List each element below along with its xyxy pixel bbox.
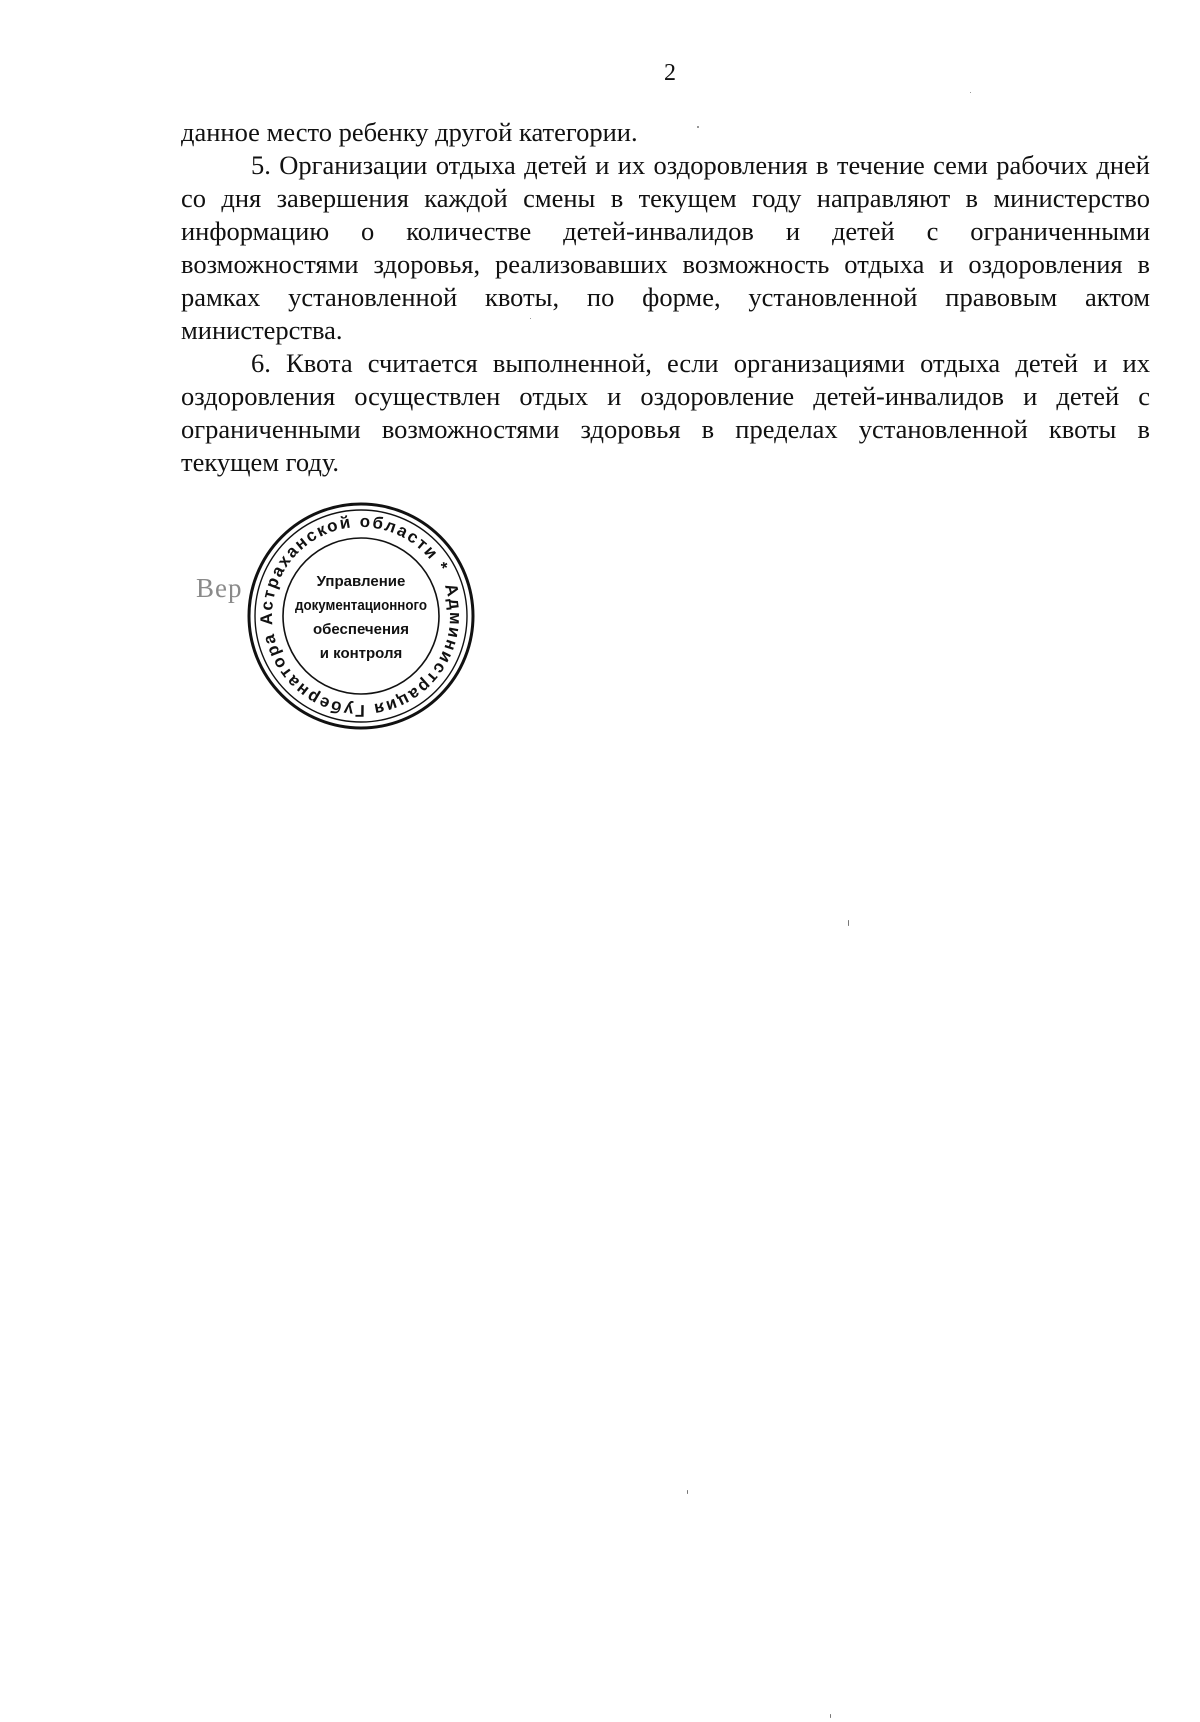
stamp-ring-text	[245, 500, 477, 732]
scan-speck	[848, 920, 849, 926]
paragraph-item-5: 5. Организации отдыха детей и их оздоровления в течение семи рабочих дней со дня завершения каждой смены в текущем году направляют в министерство информацию о количестве детей-инвалидов и детей с ограниченными возможностями здоровья, реализовавших возможность отдыха и оздоровления в рамках установленной квоты, по форме, установленной правовым актом министерства.	[181, 150, 1150, 345]
paragraph-continuation: данное место ребенку другой категории.	[181, 117, 638, 147]
paragraph-item-6: 6. Квота считается выполненной, если организациями отдыха детей и их оздоровления осуществлен отдых и оздоровление детей-инвалидов и детей с ограниченными возможностями здоровья в пределах установленной квоты в текущем году.	[181, 348, 1150, 477]
stamp-ring-text-path: Администрация Губернатора Астраханской области *	[256, 511, 466, 721]
signature-partial-text: Вер	[196, 573, 243, 603]
stamp-center-line-2: документационного	[295, 597, 427, 614]
scan-speck	[697, 126, 699, 128]
stamp-outer-inner-ring	[255, 510, 467, 722]
stamp-inner-ring	[283, 538, 439, 694]
official-stamp	[245, 500, 477, 732]
stamp-center-line-4: и контроля	[319, 645, 403, 662]
page-number: 2	[664, 60, 676, 86]
scan-speck	[970, 92, 971, 93]
stamp-graphic	[245, 500, 477, 732]
scan-speck	[687, 1490, 688, 1494]
stamp-center-line-3: обеспечения	[312, 621, 410, 638]
document-body	[181, 116, 1150, 479]
scan-speck	[530, 318, 531, 319]
scan-speck	[830, 1714, 831, 1718]
stamp-center-line-1: Управление	[316, 573, 406, 590]
